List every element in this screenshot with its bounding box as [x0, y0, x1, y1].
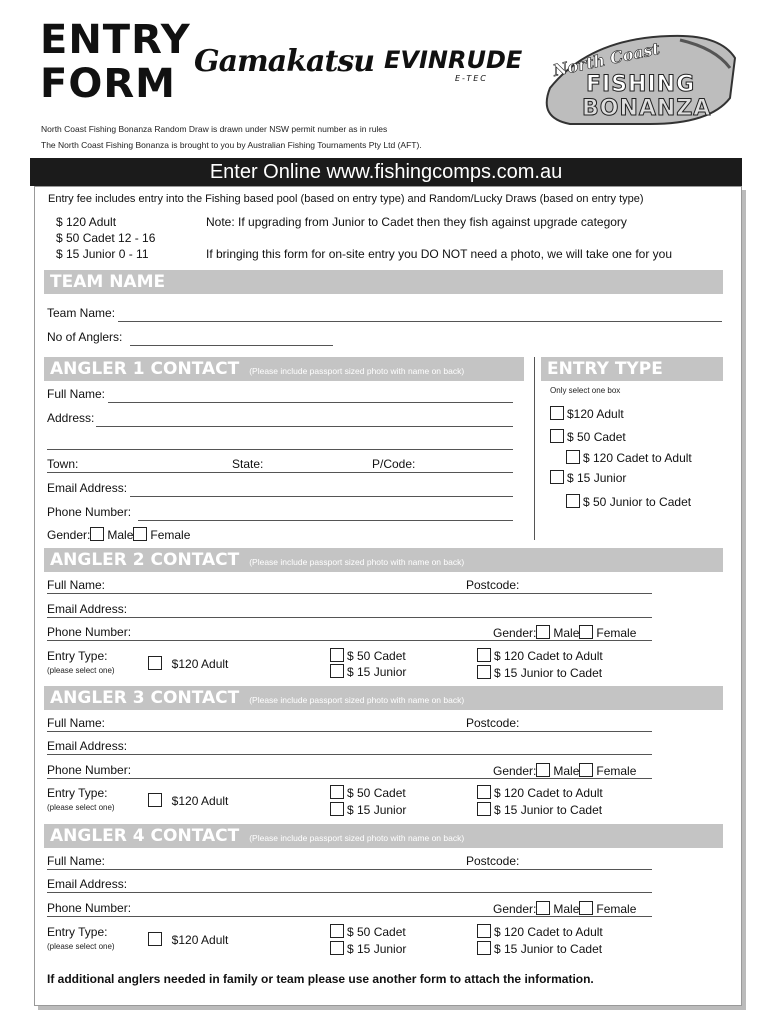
angler4-phone-field[interactable] — [47, 916, 652, 917]
angler4-opt-adult[interactable] — [148, 932, 228, 947]
angler3-adult-checkbox[interactable] — [148, 793, 162, 807]
gamakatsu-logo: Gamakatsu — [194, 44, 375, 79]
online-entry-text: Enter Online www.fishingcomps.com.au — [209, 161, 563, 183]
team-name-header-text: TEAM NAME — [50, 272, 166, 292]
angler4-cadet-adult-checkbox[interactable] — [477, 924, 491, 938]
angler2-female-checkbox[interactable] — [579, 625, 593, 639]
angler3-cadet-label: $ 50 Cadet — [347, 786, 406, 800]
angler4-header — [44, 824, 723, 848]
entry-type-cadet-adult-label: $ 120 Cadet to Adult — [583, 451, 692, 465]
angler1-header-note: (Please include passport sized photo with name on back) — [249, 366, 465, 376]
angler2-phone-label: Phone Number: — [47, 625, 132, 639]
fee-cadet: $ 50 Cadet 12 - 16 — [56, 231, 156, 245]
entry-type-option-junior-cadet[interactable] — [566, 494, 691, 509]
angler3-name-field[interactable] — [47, 731, 652, 732]
fishing-bonanza-logo — [530, 28, 740, 128]
entry-type-option-adult[interactable] — [550, 406, 624, 421]
angler4-select-one: (please select one) — [47, 942, 115, 951]
angler3-header — [44, 686, 723, 710]
entry-type-adult-label: $120 Adult — [567, 407, 624, 421]
bonanza-logo-line2: FISHING — [586, 72, 696, 97]
angler2-opt-adult[interactable] — [148, 656, 228, 671]
angler3-cadet-adult-label: $ 120 Cadet to Adult — [494, 786, 603, 800]
angler4-email-field[interactable] — [47, 892, 652, 893]
angler1-phone-label: Phone Number: — [47, 505, 132, 519]
permit-note: North Coast Fishing Bonanza Random Draw is drawn under NSW permit number as in rules — [41, 124, 388, 134]
angler3-select-one: (please select one) — [47, 803, 115, 812]
angler1-fullname-field[interactable] — [108, 402, 513, 403]
angler3-male-label: Male — [553, 764, 580, 778]
angler3-gender — [493, 763, 636, 778]
angler3-female-label: Female — [596, 764, 637, 778]
angler3-gender-label: Gender: — [493, 764, 537, 778]
angler2-header-text: ANGLER 2 CONTACT — [50, 550, 240, 570]
angler1-male-label: Male — [107, 528, 134, 542]
angler1-address-field[interactable] — [96, 426, 513, 427]
angler3-female-checkbox[interactable] — [579, 763, 593, 777]
entry-type-subtitle: Only select one box — [550, 386, 621, 395]
fee-junior: $ 15 Junior 0 - 11 — [56, 247, 149, 261]
angler3-phone-field[interactable] — [47, 778, 652, 779]
angler1-female-checkbox[interactable] — [133, 527, 147, 541]
entry-type-cadet-adult-checkbox[interactable] — [566, 450, 580, 464]
photo-note: If bringing this form for on-site entry you DO NOT need a photo, we will take one for you — [206, 247, 673, 261]
angler4-opt-junior[interactable] — [330, 941, 406, 956]
angler3-phone-label: Phone Number: — [47, 763, 132, 777]
angler4-junior-checkbox[interactable] — [330, 941, 344, 955]
angler4-female-checkbox[interactable] — [579, 901, 593, 915]
angler3-header-text: ANGLER 3 CONTACT — [50, 688, 240, 708]
angler2-female-label: Female — [596, 626, 637, 640]
angler3-junior-cadet-checkbox[interactable] — [477, 802, 491, 816]
angler1-phone-field[interactable] — [138, 520, 513, 521]
angler4-adult-checkbox[interactable] — [148, 932, 162, 946]
upgrade-note: Note: If upgrading from Junior to Cadet then they fish against upgrade category — [206, 215, 627, 229]
bonanza-logo-line3: BONANZA — [582, 96, 712, 121]
entry-type-header — [541, 357, 723, 381]
angler1-town-label: Town: — [47, 457, 79, 471]
angler3-male-checkbox[interactable] — [536, 763, 550, 777]
angler2-male-label: Male — [553, 626, 580, 640]
angler1-postcode-label: P/Code: — [372, 457, 416, 471]
angler4-gender — [493, 901, 636, 916]
angler3-cadet-adult-checkbox[interactable] — [477, 785, 491, 799]
angler4-cadet-label: $ 50 Cadet — [347, 925, 406, 939]
bonanza-logo-line1: North Coast — [551, 38, 662, 81]
angler4-entry-type-label: Entry Type: — [47, 925, 108, 939]
title-entry: ENTRY — [40, 17, 191, 63]
entry-type-junior-cadet-checkbox[interactable] — [566, 494, 580, 508]
angler3-cadet-checkbox[interactable] — [330, 785, 344, 799]
angler3-junior-checkbox[interactable] — [330, 802, 344, 816]
team-name-header — [44, 270, 723, 294]
angler4-email-label: Email Address: — [47, 877, 128, 891]
angler2-opt-cadet[interactable] — [330, 648, 406, 663]
entry-type-option-cadet-adult[interactable] — [566, 450, 692, 465]
angler2-opt-junior[interactable] — [330, 664, 406, 679]
aft-note: The North Coast Fishing Bonanza is brought to you by Australian Fishing Tournaments Pty Ltd (AFT). — [41, 140, 422, 150]
angler2-adult-checkbox[interactable] — [148, 656, 162, 670]
angler1-female-label: Female — [150, 528, 191, 542]
entry-type-junior-checkbox[interactable] — [550, 470, 564, 484]
angler1-town-field[interactable] — [47, 472, 513, 473]
angler2-header-note: (Please include passport sized photo with name on back) — [249, 557, 465, 567]
team-name-field[interactable] — [118, 321, 722, 322]
no-anglers-label: No of Anglers: — [47, 330, 123, 344]
team-name-label: Team Name: — [47, 306, 116, 320]
angler2-cadet-adult-label: $ 120 Cadet to Adult — [494, 649, 603, 663]
entry-type-junior-cadet-label: $ 50 Junior to Cadet — [583, 495, 692, 509]
angler3-opt-junior-cadet[interactable] — [477, 802, 602, 817]
angler2-fullname-label: Full Name: — [47, 578, 106, 592]
fee-intro: Entry fee includes entry into the Fishing based pool (based on entry type) and Random/Lucky Draws (based on entry type) — [48, 193, 644, 205]
entry-type-option-junior[interactable] — [550, 470, 626, 485]
angler1-address-label: Address: — [47, 411, 95, 425]
angler3-entry-type-label: Entry Type: — [47, 786, 108, 800]
entry-type-header-text: ENTRY TYPE — [547, 359, 663, 379]
angler2-gender — [493, 625, 636, 640]
angler2-select-one: (please select one) — [47, 666, 115, 675]
angler3-opt-junior[interactable] — [330, 802, 406, 817]
angler4-adult-label: $120 Adult — [171, 933, 229, 947]
angler2-junior-cadet-label: $ 15 Junior to Cadet — [494, 666, 603, 680]
angler3-opt-adult[interactable] — [148, 793, 228, 808]
angler2-cadet-label: $ 50 Cadet — [347, 649, 406, 663]
angler4-fullname-label: Full Name: — [47, 854, 106, 868]
angler2-email-field[interactable] — [47, 617, 652, 618]
angler4-header-note: (Please include passport sized photo with name on back) — [249, 833, 465, 843]
angler1-gender — [47, 527, 190, 542]
angler4-name-field[interactable] — [47, 869, 652, 870]
angler3-opt-cadet[interactable] — [330, 785, 406, 800]
angler1-header-text: ANGLER 1 CONTACT — [50, 359, 240, 379]
angler3-email-label: Email Address: — [47, 739, 128, 753]
angler1-male-checkbox[interactable] — [90, 527, 104, 541]
form-sheet — [34, 186, 742, 1006]
angler3-email-field[interactable] — [47, 754, 652, 755]
title-form: FORM — [40, 61, 176, 107]
angler4-cadet-checkbox[interactable] — [330, 924, 344, 938]
angler3-header-note: (Please include passport sized photo with name on back) — [249, 695, 465, 705]
angler4-cadet-adult-label: $ 120 Cadet to Adult — [494, 925, 603, 939]
online-entry-bar — [30, 158, 742, 186]
angler2-name-field[interactable] — [47, 593, 652, 594]
angler2-gender-label: Gender: — [493, 626, 537, 640]
angler1-email-label: Email Address: — [47, 481, 128, 495]
angler2-cadet-checkbox[interactable] — [330, 648, 344, 662]
footer-note: If additional anglers needed in family or team please use another form to attach the information. — [47, 972, 594, 986]
angler2-opt-cadet-adult[interactable] — [477, 648, 603, 663]
angler1-email-field[interactable] — [130, 496, 513, 497]
angler2-junior-label: $ 15 Junior — [347, 665, 407, 679]
angler4-opt-cadet[interactable] — [330, 924, 406, 939]
angler4-female-label: Female — [596, 902, 637, 916]
angler1-header — [44, 357, 524, 381]
entry-type-adult-checkbox[interactable] — [550, 406, 564, 420]
angler2-entry-type-label: Entry Type: — [47, 649, 108, 663]
angler1-address-field-2[interactable] — [47, 449, 513, 450]
angler2-cadet-adult-checkbox[interactable] — [477, 648, 491, 662]
angler1-state-label: State: — [232, 457, 264, 471]
angler3-opt-cadet-adult[interactable] — [477, 785, 603, 800]
angler4-postcode-label: Postcode: — [466, 854, 520, 868]
entry-type-divider — [534, 357, 535, 540]
angler2-opt-junior-cadet[interactable] — [477, 665, 602, 680]
angler4-phone-label: Phone Number: — [47, 901, 132, 915]
angler3-junior-label: $ 15 Junior — [347, 803, 407, 817]
evinrude-logo: EVINRUDE — [384, 46, 523, 74]
angler2-adult-label: $120 Adult — [171, 657, 229, 671]
angler2-junior-cadet-checkbox[interactable] — [477, 665, 491, 679]
no-anglers-field[interactable] — [130, 345, 333, 346]
angler2-postcode-label: Postcode: — [466, 578, 520, 592]
angler4-opt-junior-cadet[interactable] — [477, 941, 602, 956]
angler3-fullname-label: Full Name: — [47, 716, 106, 730]
entry-type-cadet-checkbox[interactable] — [550, 429, 564, 443]
entry-type-junior-label: $ 15 Junior — [567, 471, 627, 485]
angler4-junior-cadet-label: $ 15 Junior to Cadet — [494, 942, 603, 956]
angler3-junior-cadet-label: $ 15 Junior to Cadet — [494, 803, 603, 817]
angler4-gender-label: Gender: — [493, 902, 537, 916]
angler4-opt-cadet-adult[interactable] — [477, 924, 603, 939]
entry-type-option-cadet[interactable] — [550, 429, 626, 444]
entry-type-cadet-label: $ 50 Cadet — [567, 430, 626, 444]
angler4-junior-label: $ 15 Junior — [347, 942, 407, 956]
angler2-email-label: Email Address: — [47, 602, 128, 616]
angler1-gender-label: Gender: — [47, 528, 91, 542]
angler1-fullname-label: Full Name: — [47, 387, 106, 401]
angler2-junior-checkbox[interactable] — [330, 664, 344, 678]
angler3-postcode-label: Postcode: — [466, 716, 520, 730]
angler3-adult-label: $120 Adult — [171, 794, 229, 808]
angler2-male-checkbox[interactable] — [536, 625, 550, 639]
etec-logo: E-TEC — [455, 74, 488, 83]
angler4-male-label: Male — [553, 902, 580, 916]
angler4-junior-cadet-checkbox[interactable] — [477, 941, 491, 955]
fee-adult: $ 120 Adult — [56, 215, 117, 229]
angler2-header — [44, 548, 723, 572]
angler4-header-text: ANGLER 4 CONTACT — [50, 826, 240, 846]
angler4-male-checkbox[interactable] — [536, 901, 550, 915]
angler2-phone-field[interactable] — [47, 640, 652, 641]
